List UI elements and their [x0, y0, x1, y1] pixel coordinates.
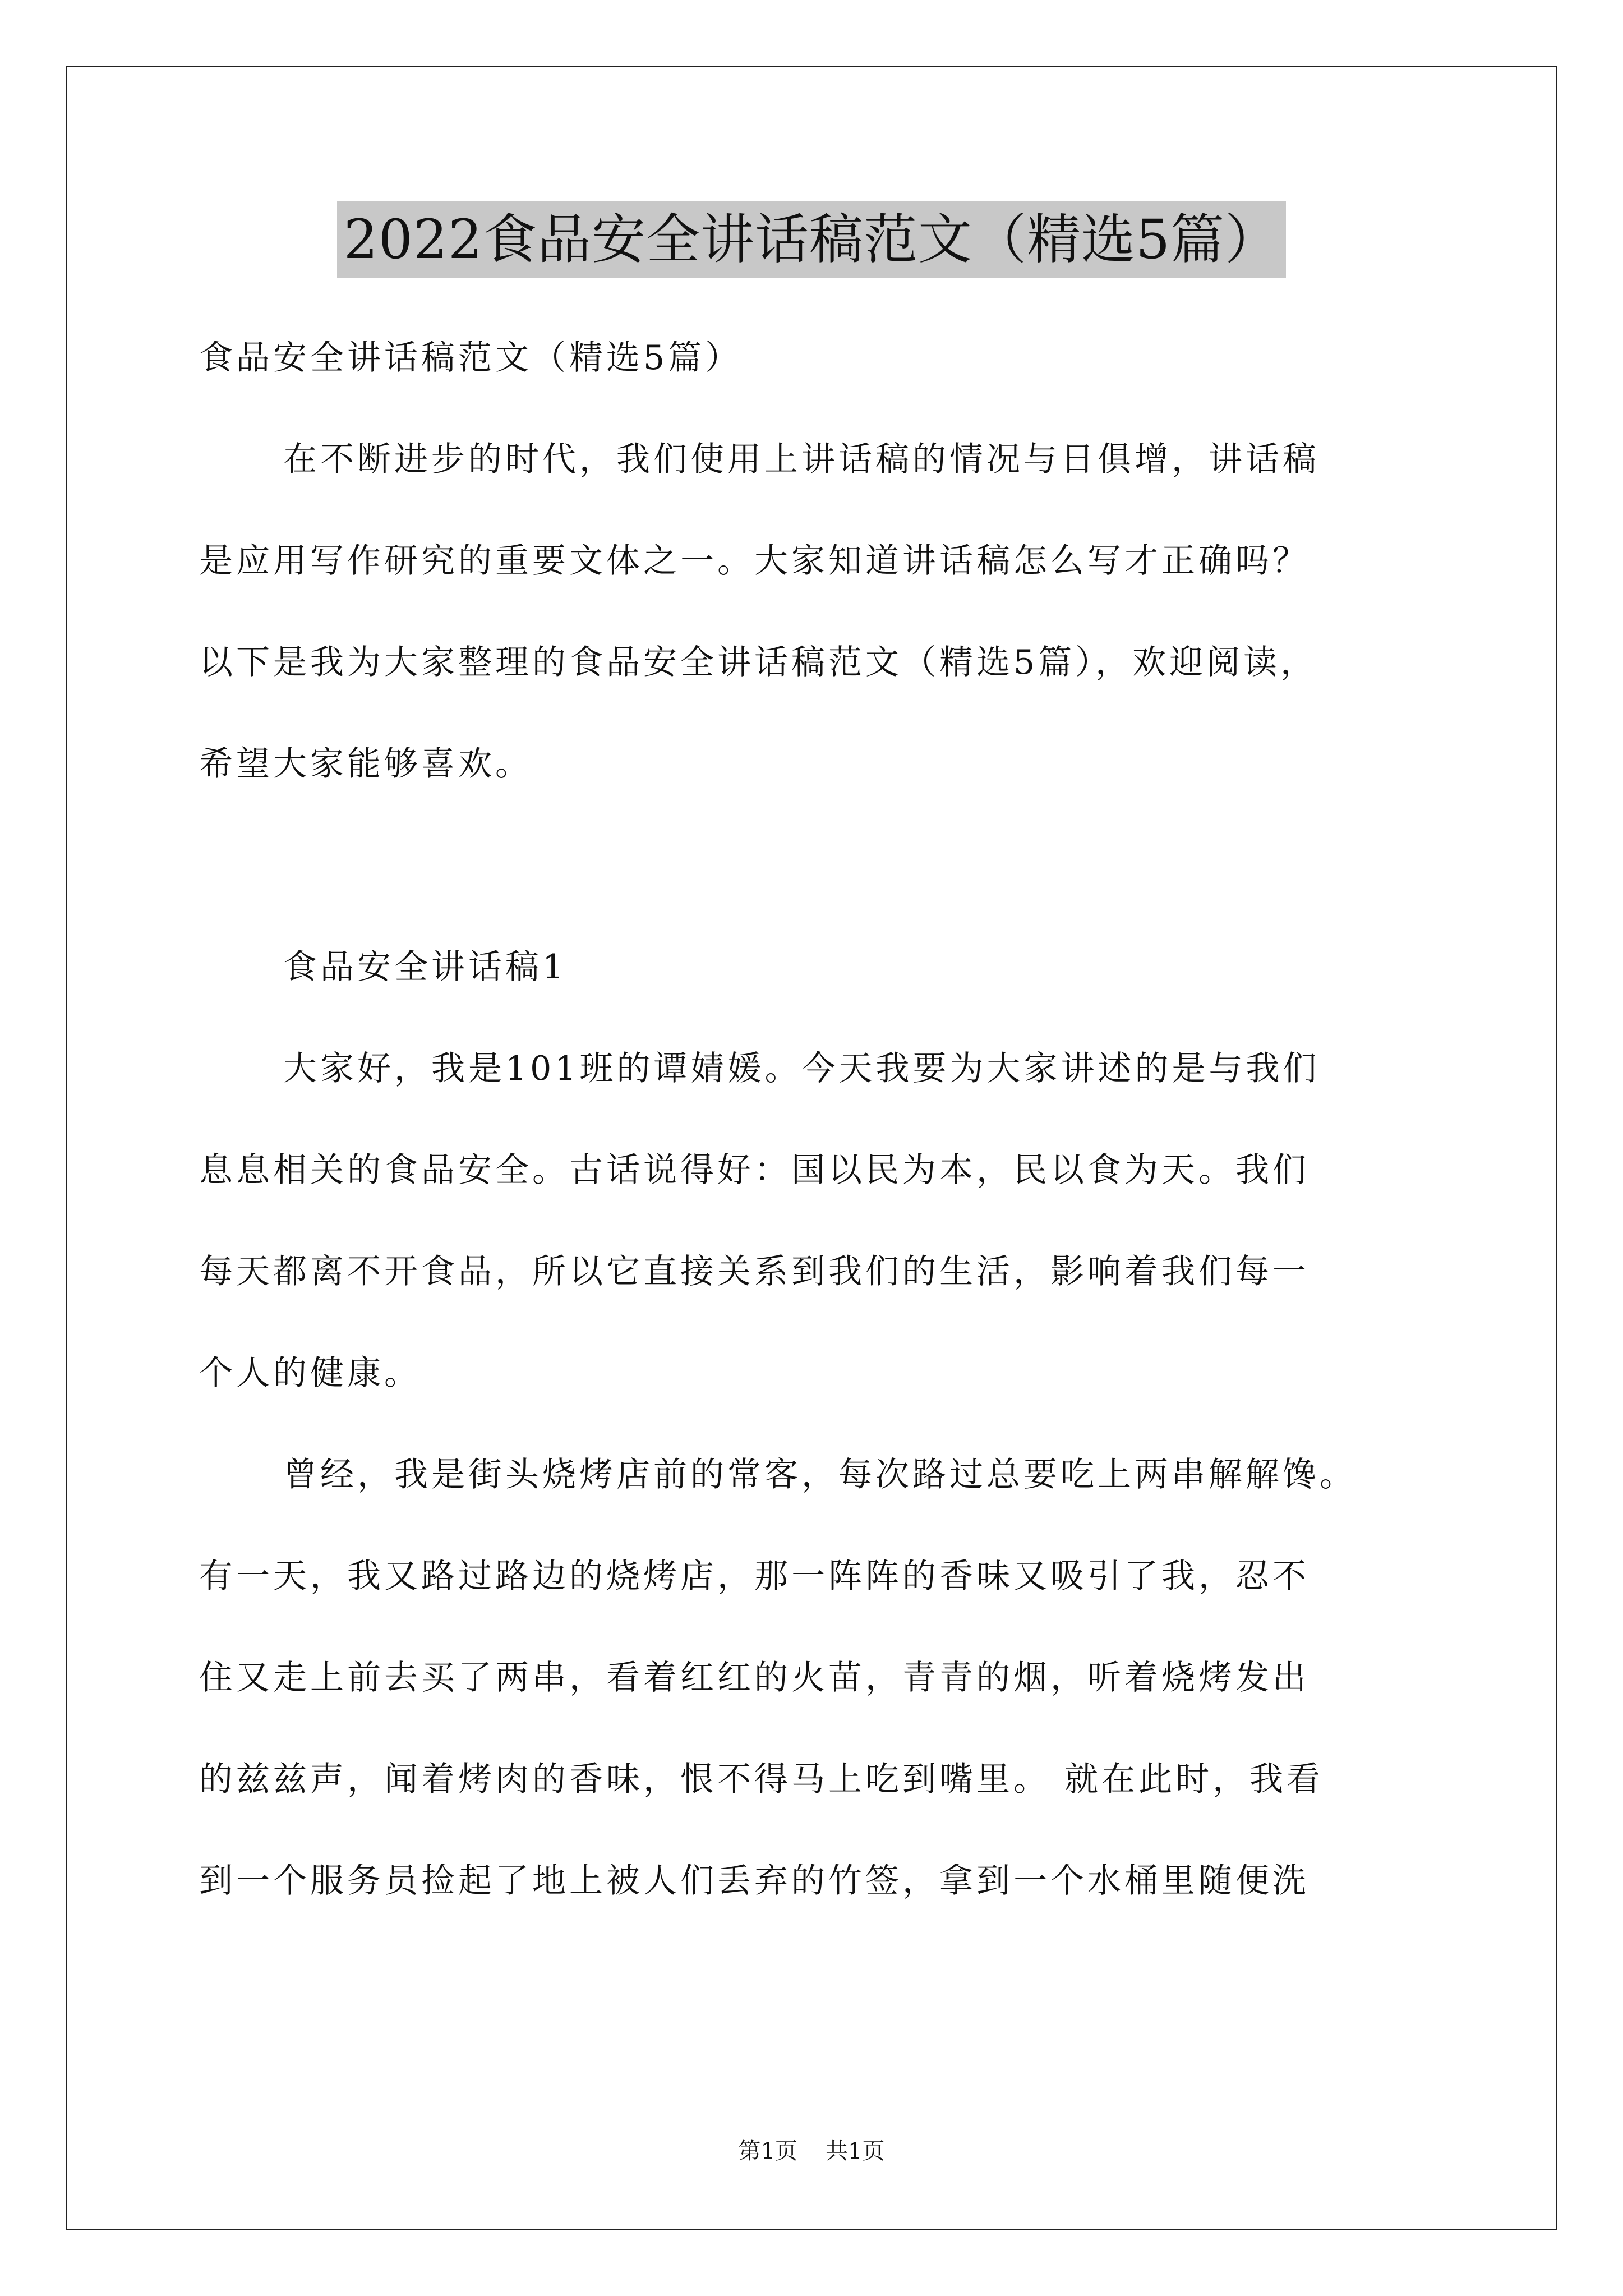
document-body	[199, 307, 1438, 1932]
section-heading: 食品安全讲话稿1	[283, 947, 568, 987]
paragraph-line: 息息相关的食品安全。古话说得好：国以民为本，民以食为天。我们	[199, 1151, 1310, 1190]
page-number-total: 共1页	[826, 2138, 885, 2164]
intro-line: 以下是我为大家整理的食品安全讲话稿范文（精选5篇），欢迎阅读，	[199, 643, 1318, 682]
intro-line: 希望大家能够喜欢。	[199, 744, 532, 784]
page-number-current: 第1页	[738, 2138, 797, 2164]
intro-line: 是应用写作研究的重要文体之一。大家知道讲话稿怎么写才正确吗？	[199, 541, 1310, 581]
paragraph-line: 每天都离不开食品，所以它直接关系到我们的生活，影响着我们每一	[199, 1252, 1310, 1291]
title-container	[0, 201, 1623, 278]
paragraph-line: 个人的健康。	[199, 1354, 421, 1393]
page-footer	[0, 2134, 1623, 2168]
paragraph-line: 大家好，我是101班的谭婧媛。今天我要为大家讲述的是与我们	[283, 1049, 1320, 1088]
intro-line: 在不断进步的时代，我们使用上讲话稿的情况与日俱增，讲话稿	[283, 440, 1320, 479]
paragraph-line: 住又走上前去买了两串，看着红红的火苗，青青的烟，听着烧烤发出	[199, 1658, 1310, 1697]
paragraph-line: 曾经，我是街头烧烤店前的常客，每次路过总要吃上两串解解馋。	[283, 1455, 1357, 1494]
document-subtitle: 食品安全讲话稿范文（精选5篇）	[199, 338, 743, 378]
document-title: 2022食品安全讲话稿范文（精选5篇）	[337, 201, 1286, 278]
paragraph-line: 的兹兹声，闻着烤肉的香味，恨不得马上吃到嘴里。 就在此时，我看	[199, 1760, 1324, 1799]
paragraph-line: 有一天，我又路过路边的烧烤店，那一阵阵的香味又吸引了我，忍不	[199, 1557, 1310, 1596]
paragraph-spacer	[199, 815, 1438, 917]
paragraph-line: 到一个服务员捡起了地上被人们丢弃的竹签，拿到一个水桶里随便洗	[199, 1861, 1310, 1901]
